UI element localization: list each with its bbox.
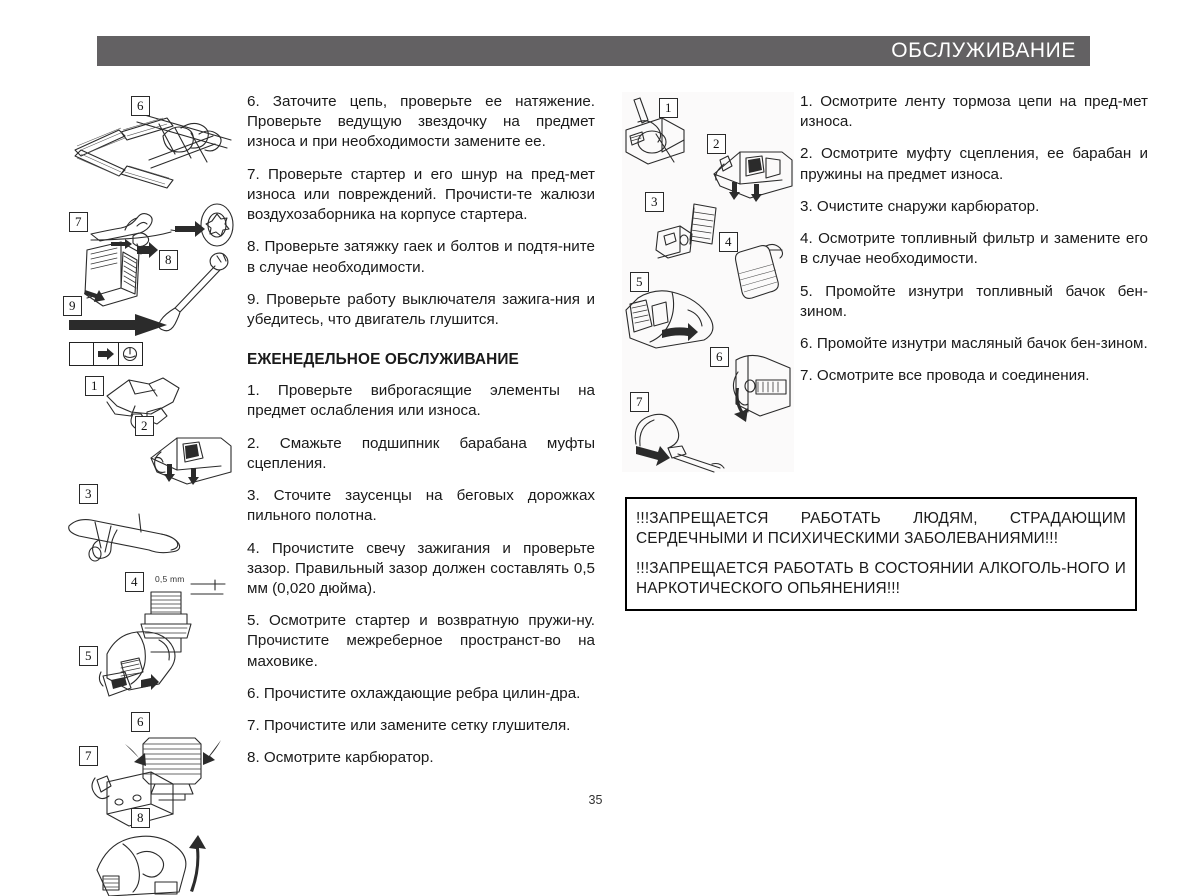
- wiring-connections-sketch: [628, 410, 738, 474]
- figure-callout-8: 8: [159, 250, 178, 270]
- right-item-3: 3. Очистите снаружи карбюратор.: [800, 197, 1040, 215]
- mid-figure-callout-3: 3: [645, 192, 664, 212]
- weekly-item-1: 1. Проверьте виброгасящие элементы на предмет ослабления или износа.: [247, 382, 595, 420]
- spark-plug-gap-label: 0,5 mm: [155, 574, 185, 584]
- paragraph-item-7: 7. Проверьте стартер и его шнур на пред-мет износа или повреждений. Прочисти-те жалюзи воздухозаборника на корпусе стартера.: [247, 165, 595, 224]
- weekly-item-6: 6. Прочистите охлаждающие ребра цилин-дра.: [247, 684, 581, 702]
- paragraph-item-9: 9. Проверьте работу выключателя зажига-ния и убедитесь, что двигатель глушится.: [247, 290, 595, 328]
- figure-callout-8-lower: 8: [131, 808, 150, 828]
- mid-figure-callout-6: 6: [710, 347, 729, 367]
- figure-group-upper-left: [63, 92, 243, 352]
- page-title: ОБСЛУЖИВАНИЕ: [891, 39, 1076, 62]
- figure-callout-5: 5: [79, 646, 98, 666]
- figure-callout-4: 4: [125, 572, 144, 592]
- carburetor-inspection-sketch: [93, 826, 223, 896]
- left-figure-column: [63, 92, 243, 825]
- figure-callout-3: 3: [79, 484, 98, 504]
- warning-text-health: !!!ЗАПРЕЩАЕТСЯ РАБОТАТЬ ЛЮДЯМ, СТРАДАЮЩИМ СЕРДЕЧНЫМИ И ПСИХИЧЕСКИМИ ЗАБОЛЕВАНИЯМИ!!!: [636, 510, 1126, 547]
- ignition-switch-diagram: [69, 342, 143, 366]
- right-item-6: 6. Промойте изнутри масляный бачок бен-зином.: [800, 334, 1148, 352]
- carburetor-cleaning-sketch: [650, 204, 730, 264]
- weekly-item-3: 3. Сточите заусенцы на беговых дорожках пильного полотна.: [247, 487, 595, 525]
- weekly-item-4: 4. Прочистите свечу зажигания и проверьте зазор. Правильный зазор должен составлять 0,5 мм (0,020 дюйма).: [247, 539, 595, 597]
- figure-callout-6-lower: 6: [131, 712, 150, 732]
- right-item-7: 7. Осмотрите все провода и соединения.: [800, 367, 1090, 385]
- middle-figure-column: [622, 92, 794, 472]
- switch-cell-arrow: [94, 343, 118, 365]
- section-heading-weekly-maintenance: ЕЖЕНЕДЕЛЬНОЕ ОБСЛУЖИВАНИЕ: [247, 351, 519, 369]
- fuel-tank-flush-sketch: [622, 284, 732, 354]
- guide-bar-file-sketch: [65, 504, 195, 564]
- right-item-1: 1. Осмотрите ленту тормоза цепи на пред-мет износа.: [800, 93, 1148, 131]
- mid-figure-callout-1: 1: [659, 98, 678, 118]
- warning-box: [625, 497, 1137, 611]
- right-text-column: [800, 92, 1148, 386]
- mid-figure-callout-7: 7: [630, 392, 649, 412]
- figure-callout-9: 9: [63, 296, 82, 316]
- weekly-item-5: 5. Осмотрите стартер и возвратную пружи-ну. Прочистите межреберное пространст-во на маховике.: [247, 612, 595, 670]
- figure-callout-7: 7: [69, 212, 88, 232]
- figure-callout-2: 2: [135, 416, 154, 436]
- figure-callout-6: 6: [131, 96, 150, 116]
- page-number: 35: [588, 793, 603, 807]
- paragraph-item-8: 8. Проверьте затяжку гаек и болтов и подтя-ните в случае необходимости.: [247, 238, 595, 276]
- right-item-2: 2. Осмотрите муфту сцепления, ее барабан и пружины на предмет износа.: [800, 145, 1148, 183]
- mid-figure-callout-2: 2: [707, 134, 726, 154]
- right-item-5: 5. Промойте изнутри топливный бачок бен-зином.: [800, 282, 1148, 320]
- mid-figure-callout-4: 4: [719, 232, 738, 252]
- left-text-column: [247, 92, 595, 768]
- paragraph-item-6: 6. Заточите цепь, проверьте ее натяжение. Проверьте ведущую звездочку на предмет износа и при необходимости замените ее.: [247, 93, 595, 151]
- figure-callout-7-lower: 7: [79, 746, 98, 766]
- mid-figure-callout-5: 5: [630, 272, 649, 292]
- ignition-arrow-sketch: [69, 314, 169, 336]
- figure-callout-1: 1: [85, 376, 104, 396]
- weekly-item-2: 2. Смажьте подшипник барабана муфты сцепления.: [247, 434, 595, 472]
- weekly-item-7: 7. Прочистите или замените сетку глушителя.: [247, 717, 571, 735]
- switch-cell-stop-symbol: [119, 343, 142, 365]
- starter-recoil-spring-sketch: [97, 628, 207, 708]
- switch-cell-blank: [70, 343, 94, 365]
- warning-text-intoxication: !!!ЗАПРЕЩАЕТСЯ РАБОТАТЬ В СОСТОЯНИИ АЛКОГОЛЬ-НОГО И НАРКОТИЧЕСКОГО ОПЬЯНЕНИЯ!!!: [636, 559, 1126, 597]
- figure-group-lower-left: [63, 374, 243, 825]
- chain-sprocket-sketch: [63, 106, 243, 202]
- page-header-band: [97, 36, 1090, 66]
- right-item-4: 4. Осмотрите топливный фильтр и замените его в случае необходимости.: [800, 230, 1148, 268]
- clutch-drum-bearing-sketch: [139, 424, 239, 486]
- weekly-item-8: 8. Осмотрите карбюратор.: [247, 749, 434, 767]
